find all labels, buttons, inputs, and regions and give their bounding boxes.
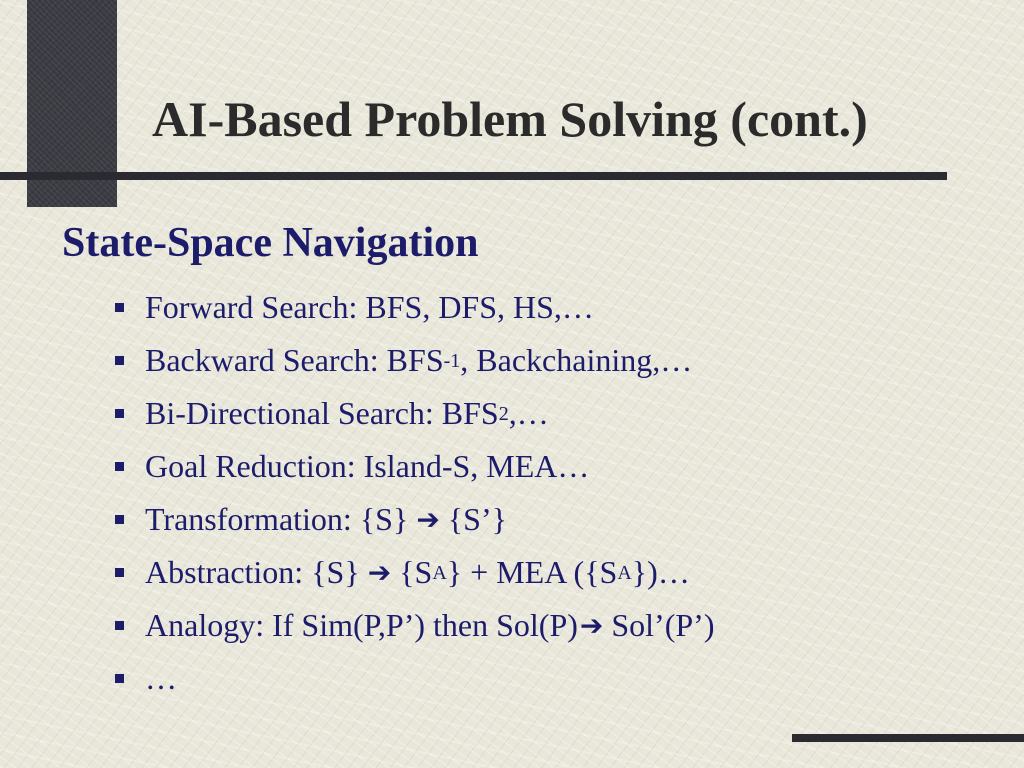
bullet-goal-reduction [115,440,714,493]
bullet-bidirectional-search: Bi-Directional Search: BFS 2 ,… [115,387,714,440]
bullet-text: Analogy: If Sim(P,P’) then Sol(P) [145,607,578,643]
section-heading: State-Space Navigation [62,220,479,266]
right-arrow-icon: ➔ [367,556,392,589]
bullet-text-mid: } + MEA ({S [446,554,618,590]
bullet-list [115,281,714,705]
bullet-text-tail: , Backchaining,… [460,342,693,378]
bullet-text: Transformation: {S} [145,501,409,537]
bullet-forward-search [115,281,714,334]
bullet-text-tail: {S’} [447,501,507,537]
title-divider [0,172,947,180]
bullet-text: Abstraction: {S} [145,554,360,590]
bullet-ellipsis [115,652,714,705]
bullet-text-mid: {S [399,554,433,590]
bullet-text: Goal Reduction: Island-S, MEA… [145,448,590,484]
right-arrow-icon: ➔ [579,609,604,642]
square-bullet-icon [115,621,124,630]
bullet-analogy [115,599,714,652]
square-bullet-icon [115,515,124,524]
bullet-text-tail: ,… [508,395,549,431]
bullet-text: Bi-Directional Search: BFS [145,395,499,431]
bullet-text-tail: })… [631,554,690,590]
square-bullet-icon [115,409,124,418]
bullet-transformation [115,493,714,546]
square-bullet-icon [115,568,124,577]
square-bullet-icon [115,462,124,471]
bullet-text: … [145,660,177,696]
square-bullet-icon [115,303,124,312]
right-arrow-icon: ➔ [416,503,440,536]
bullet-text: Forward Search: BFS, DFS, HS,… [145,289,594,325]
bullet-abstraction: Abstraction: {S} ➔ {S A } + MEA ({S A })… [115,546,714,599]
square-bullet-icon [115,674,124,683]
bullet-backward-search: Backward Search: BFS -1 , Backchaining,… [115,334,714,387]
bullet-text: Backward Search: BFS [145,342,444,378]
slide-title: AI-Based Problem Solving (cont.) [152,91,868,147]
bullet-text-tail: Sol’(P’) [611,607,715,643]
bottom-divider [792,734,1024,742]
square-bullet-icon [115,356,124,365]
